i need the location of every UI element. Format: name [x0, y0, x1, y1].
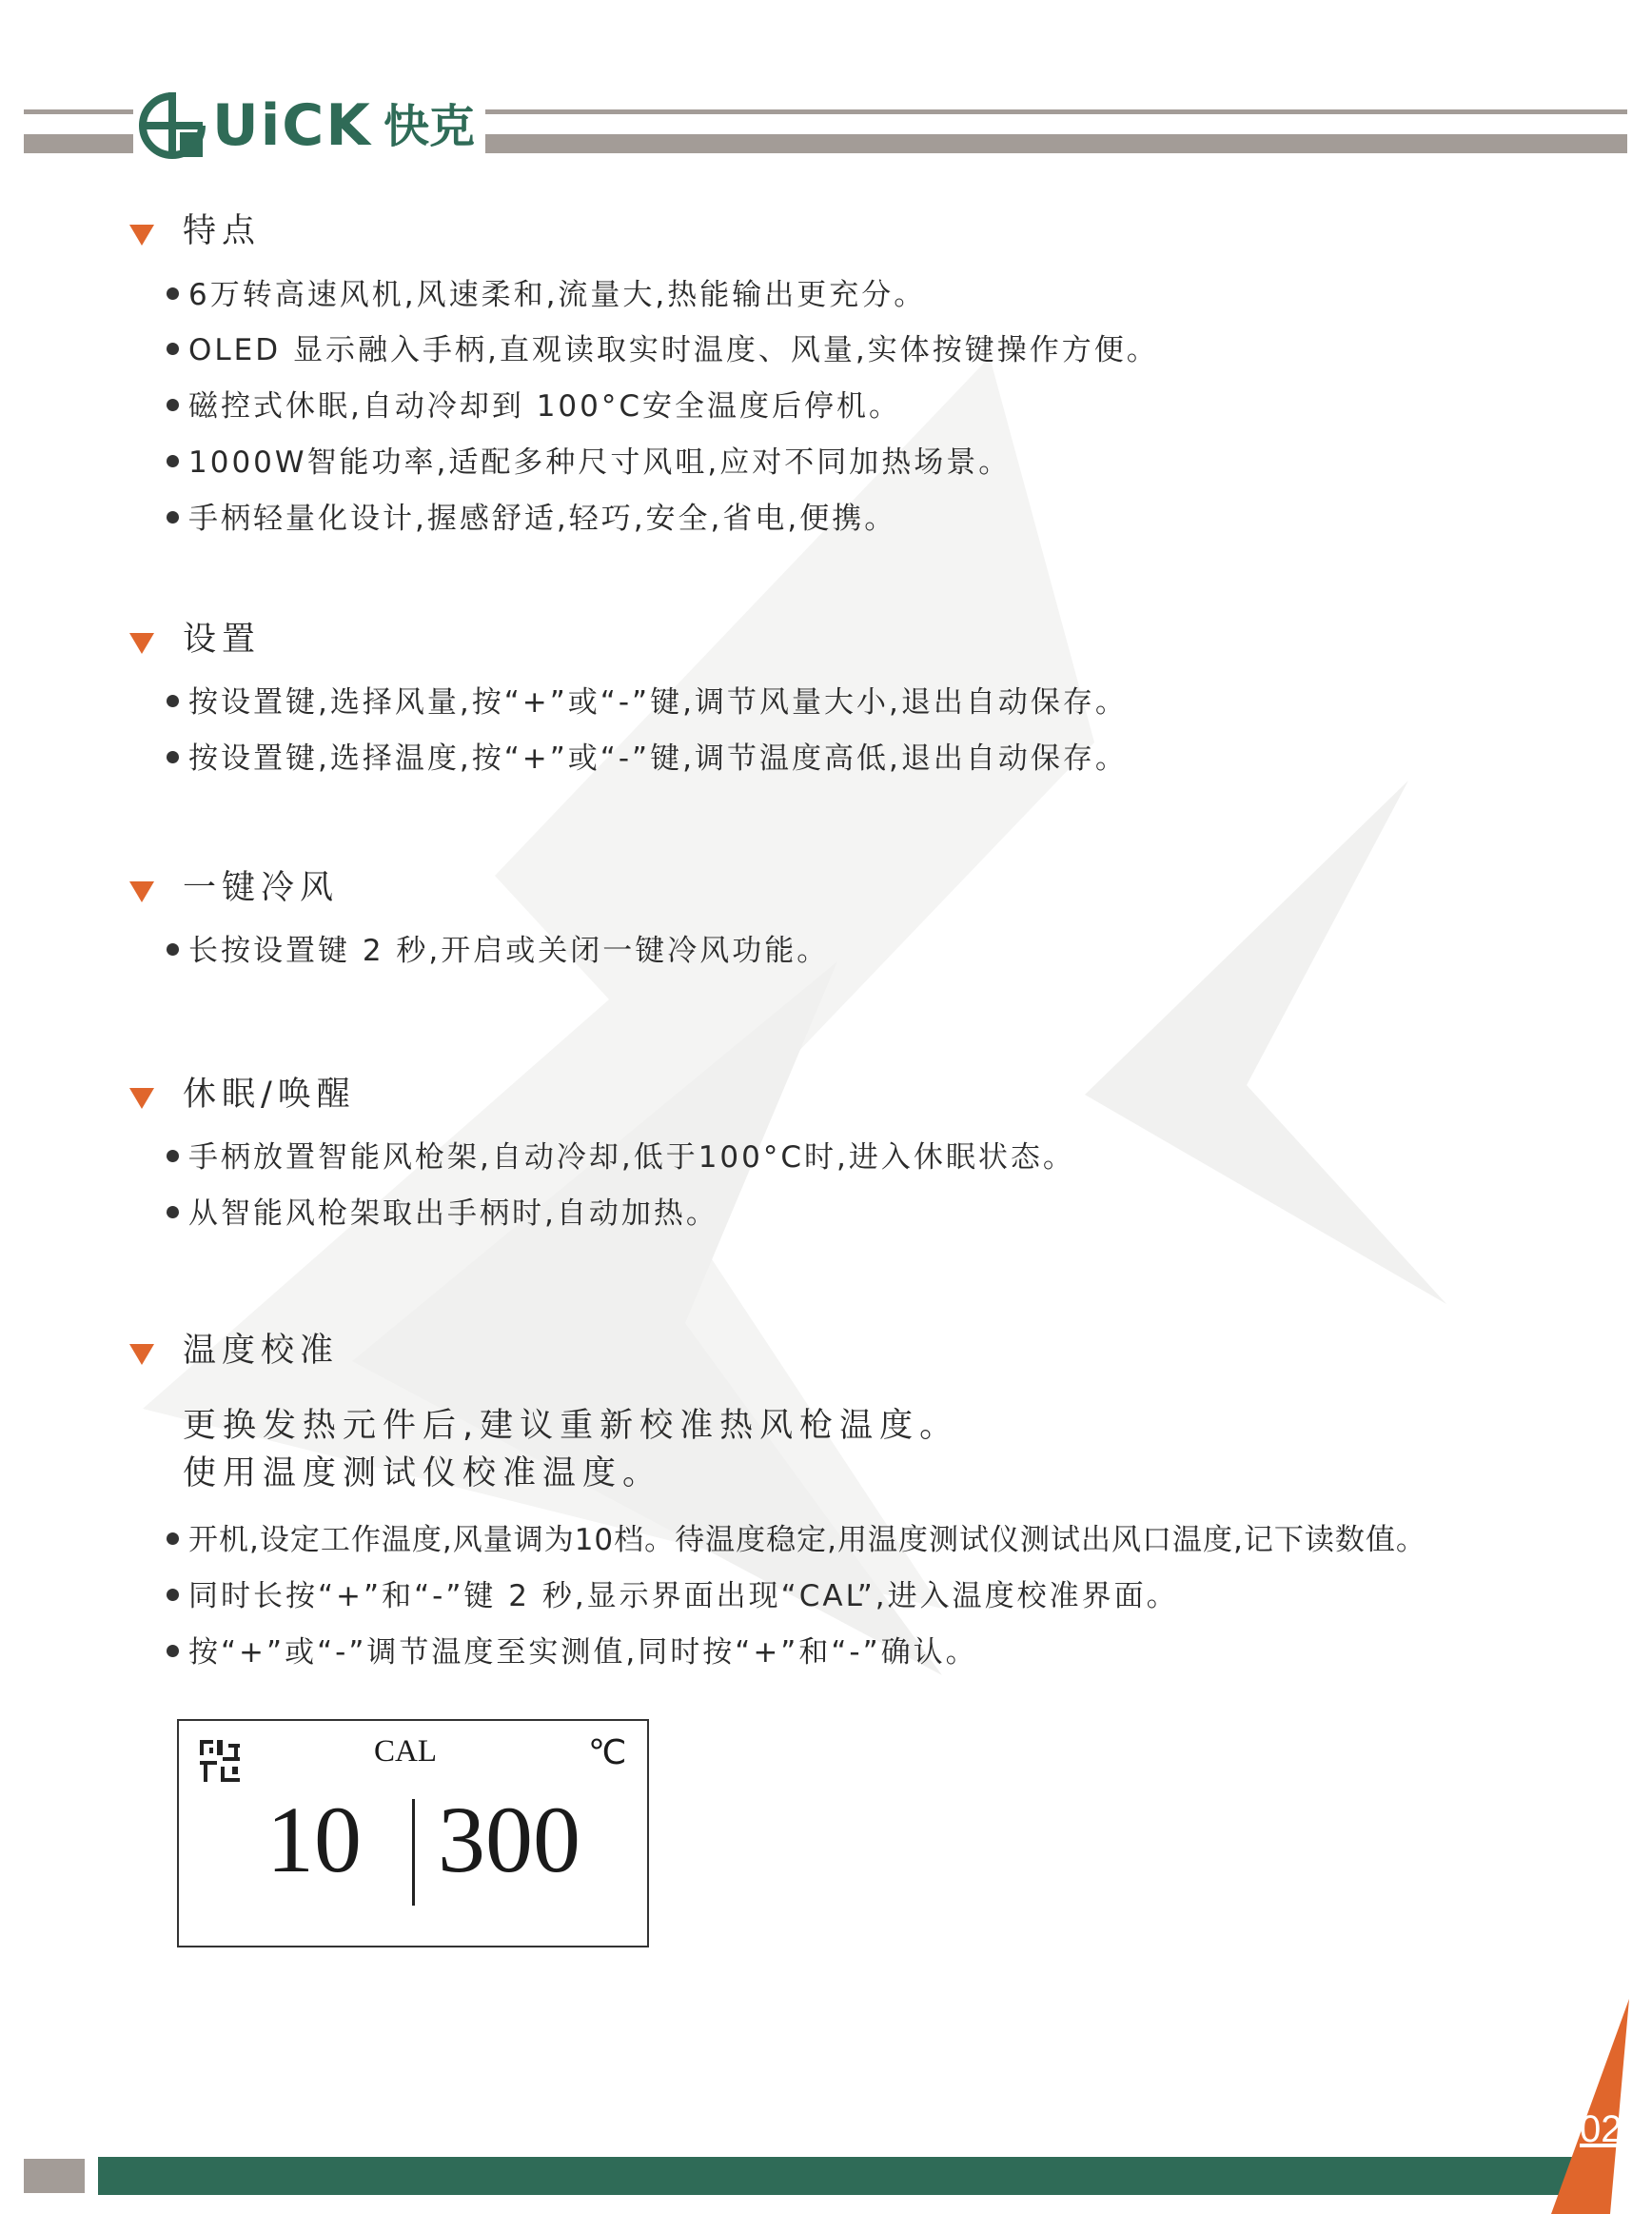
- brand-logo: [138, 92, 481, 159]
- bullet-icon: [167, 343, 179, 355]
- bullet-icon: [167, 1645, 179, 1657]
- header-bar-top-left: [24, 109, 133, 114]
- section-title-settings: 设置: [183, 621, 262, 659]
- fan-icon: [198, 1738, 244, 1786]
- section-marker-icon: [129, 1088, 154, 1109]
- section-marker-icon: [129, 881, 154, 902]
- display-airflow-value: 10: [266, 1787, 362, 1892]
- header-bar-bottom-left: [24, 134, 133, 153]
- list-item: OLED 显示融入手柄,直观读取实时温度、风量,实体按键操作方便。: [167, 331, 1159, 369]
- list-item: 1000W智能功率,适配多种尺寸风咀,应对不同加热场景。: [167, 444, 1011, 482]
- page-number: 02: [1580, 2108, 1622, 2150]
- calibration-display: [177, 1719, 649, 1947]
- section-title-features: 特点: [183, 212, 262, 250]
- section-title-calibration: 温度校准: [183, 1332, 340, 1370]
- brand-cn: 快克: [384, 100, 476, 153]
- list-item: 按设置键,选择温度,按“+”或“-”键,调节温度高低,退出自动保存。: [167, 740, 1128, 778]
- footer-gray-block: [24, 2159, 85, 2193]
- section-marker-icon: [129, 1344, 154, 1365]
- list-item: 长按设置键 2 秒,开启或关闭一键冷风功能。: [167, 932, 829, 970]
- list-item: 手柄放置智能风枪架,自动冷却,低于100°C时,进入休眠状态。: [167, 1138, 1075, 1176]
- bullet-icon: [167, 455, 179, 467]
- display-divider: [412, 1799, 415, 1906]
- header-bar-bottom-right: [485, 134, 1627, 153]
- list-item: 6万转高速风机,风速柔和,流量大,热能输出更充分。: [167, 276, 926, 314]
- list-item: 按“+”或“-”调节温度至实测值,同时按“+”和“-”确认。: [167, 1633, 978, 1671]
- display-unit-label: ℃: [588, 1733, 627, 1771]
- section-title-cold-air: 一键冷风: [183, 869, 340, 907]
- page-corner-triangle: [1551, 1999, 1652, 2214]
- logo-emblem-icon: [138, 92, 206, 159]
- section-marker-icon: [129, 225, 154, 246]
- list-item: 手柄轻量化设计,握感舒适,轻巧,安全,省电,便携。: [167, 500, 896, 538]
- bullet-icon: [167, 1150, 179, 1162]
- display-temperature-value: 300: [438, 1787, 580, 1892]
- brand-latin: UiCK: [212, 92, 372, 159]
- bullet-icon: [167, 1532, 179, 1545]
- list-item: 磁控式休眠,自动冷却到 100°C安全温度后停机。: [167, 387, 901, 425]
- paragraph: 更换发热元件后,建议重新校准热风枪温度。: [183, 1407, 960, 1445]
- header-bar-top-right: [485, 109, 1627, 114]
- list-item: 从智能风枪架取出手柄时,自动加热。: [167, 1195, 718, 1233]
- bullet-icon: [167, 751, 179, 763]
- footer-green-bar: [98, 2157, 1621, 2195]
- bullet-icon: [167, 511, 179, 524]
- bullet-icon: [167, 943, 179, 956]
- bullet-icon: [167, 1206, 179, 1218]
- bullet-icon: [167, 399, 179, 411]
- paragraph: 使用温度测试仪校准温度。: [183, 1454, 663, 1492]
- bullet-icon: [167, 695, 179, 707]
- list-item: 开机,设定工作温度,风量调为10档。待温度稳定,用温度测试仪测试出风口温度,记下读数值。: [167, 1521, 1426, 1559]
- list-item: 按设置键,选择风量,按“+”或“-”键,调节风量大小,退出自动保存。: [167, 683, 1128, 722]
- section-marker-icon: [129, 633, 154, 654]
- list-item: 同时长按“+”和“-”键 2 秒,显示界面出现“CAL”,进入温度校准界面。: [167, 1577, 1179, 1615]
- bullet-icon: [167, 287, 179, 300]
- section-title-sleep-wake: 休眠/唤醒: [183, 1076, 356, 1114]
- bullet-icon: [167, 1589, 179, 1601]
- display-mode-label: CAL: [374, 1734, 437, 1769]
